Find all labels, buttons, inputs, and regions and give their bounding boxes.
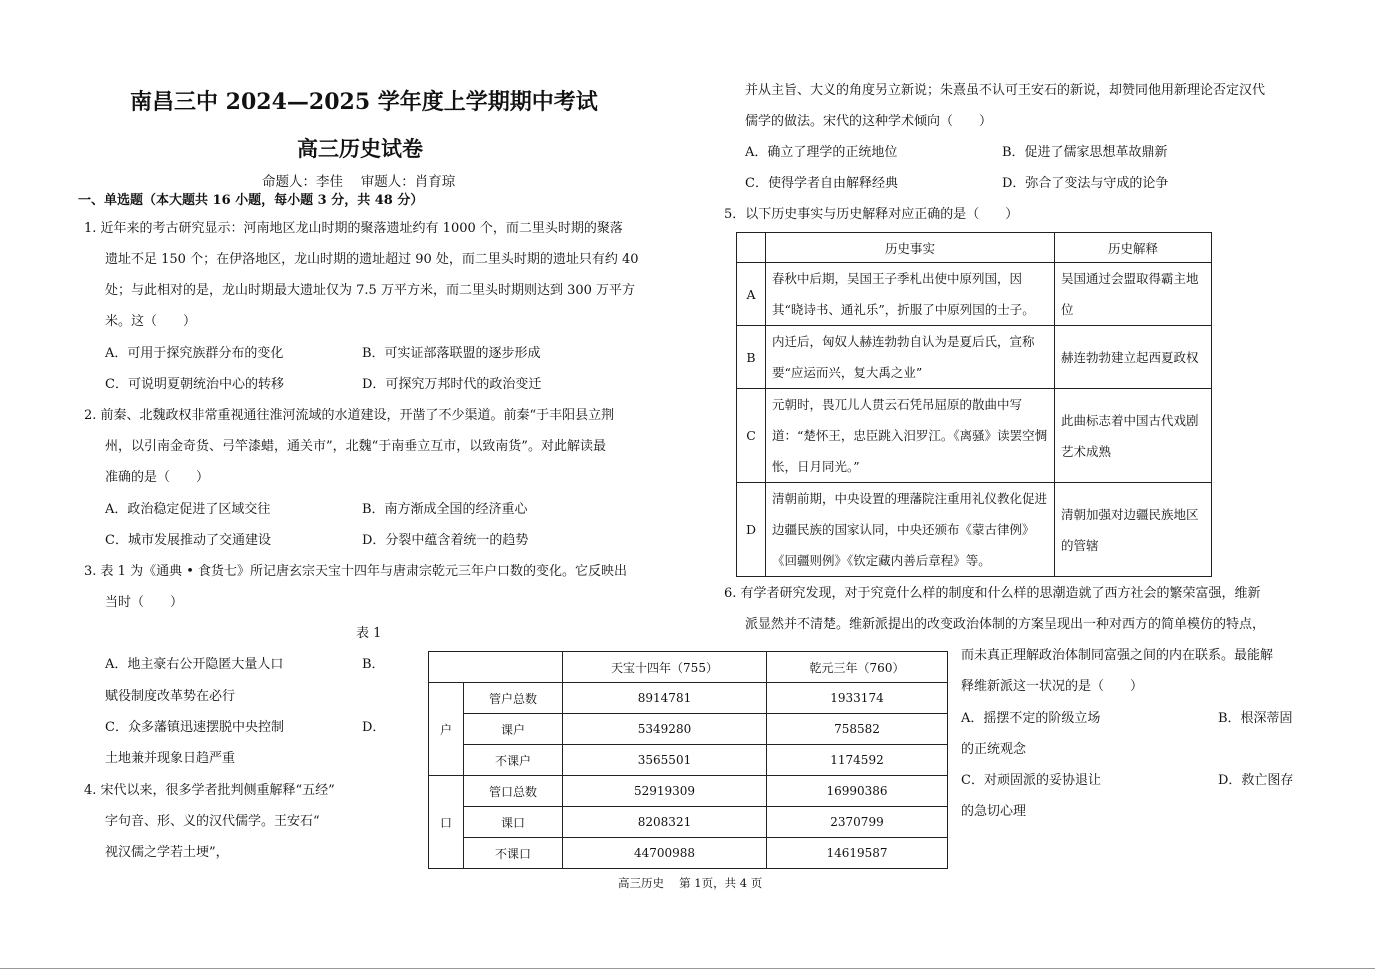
row-label: B bbox=[737, 326, 766, 389]
option-c[interactable]: C．使得学者自由解释经典 bbox=[745, 176, 898, 191]
table-corner bbox=[429, 652, 563, 683]
question-line: 4. 宋代以来，很多学者批判侧重解释“五经” bbox=[84, 783, 335, 798]
table-cell: 3565501 bbox=[563, 745, 767, 776]
question-line: 遗址不足 150 个；在伊洛地区，龙山时期的遗址超过 90 处，而二里头时期的遗址只有约 40 bbox=[105, 252, 639, 267]
option-d-text: 的急切心理 bbox=[961, 804, 1027, 819]
option-a[interactable]: A．确立了理学的正统地位 bbox=[745, 145, 898, 160]
option-b[interactable]: B．南方渐成全国的经济重心 bbox=[362, 502, 528, 517]
table-header: 历史解释 bbox=[1055, 233, 1212, 263]
question-line: 1. 近年来的考古研究显示：河南地区龙山时期的聚落遗址约有 1000 个，而二里头时期的聚落 bbox=[84, 221, 623, 236]
question-line: 释维新派这一状况的是（ ） bbox=[961, 679, 1144, 694]
question-line: 字句音、形、义的汉代儒学。王安石“ bbox=[105, 814, 320, 829]
explanation-cell: 清朝加强对边疆民族地区的管辖 bbox=[1061, 506, 1199, 553]
page-bottom-divider bbox=[0, 968, 1375, 969]
table-header: 乾元三年（760） bbox=[767, 652, 948, 683]
option-c[interactable]: C．可说明夏朝统治中心的转移 bbox=[105, 377, 284, 392]
option-b[interactable]: B．根深蒂固 bbox=[1218, 711, 1293, 726]
question-line: 3. 表 1 为《通典 • 食货七》所记唐玄宗天宝十四年与唐肃宗乾元三年户口数的变化。它反映出 bbox=[84, 564, 628, 579]
fact-cell: 春秋中后期，吴国王子季札出使中原列国，因其“晓诗书、通礼乐”，折服了中原列国的士子。 bbox=[772, 271, 1035, 317]
option-d[interactable]: D． bbox=[362, 720, 386, 735]
section-heading: 一、单选题（本大题共 16 小题，每小题 3 分，共 48 分） bbox=[78, 193, 424, 208]
table-cell: 8914781 bbox=[563, 683, 767, 714]
option-b-text: 赋役制度改革势在必行 bbox=[105, 689, 236, 704]
question-line: 6. 有学者研究发现，对于究竟什么样的制度和什么样的思潮造就了西方社会的繁荣富强，维新 bbox=[724, 586, 1261, 601]
option-b[interactable]: B．可实证部落联盟的逐步形成 bbox=[362, 346, 541, 361]
table-cell: 16990386 bbox=[767, 776, 948, 807]
option-c[interactable]: C．对顽固派的妥协退让 bbox=[961, 773, 1101, 788]
option-d-text: 土地兼并现象日趋严重 bbox=[105, 751, 236, 766]
option-d[interactable]: D．弥合了变法与守成的论争 bbox=[1002, 176, 1169, 191]
question-line: 儒学的做法。宋代的这种学术倾向（ ） bbox=[745, 114, 993, 129]
option-a[interactable]: A．摇摆不定的阶级立场 bbox=[961, 711, 1101, 726]
question-line: 派显然并不清楚。维新派提出的改变政治体制的方案呈现出一种对西方的简单模仿的特点， bbox=[745, 617, 1266, 632]
question-line: 当时（ ） bbox=[105, 595, 184, 610]
table-cell: 8208321 bbox=[563, 807, 767, 838]
option-c[interactable]: C．城市发展推动了交通建设 bbox=[105, 533, 271, 548]
option-b-text: 的正统观念 bbox=[961, 742, 1027, 757]
question-line: 米。这（ ） bbox=[105, 314, 197, 329]
explanation-cell: 此曲标志着中国古代戏剧艺术成熟 bbox=[1061, 412, 1199, 459]
table-caption: 表 1 bbox=[356, 626, 382, 641]
row-label: C bbox=[737, 389, 766, 483]
option-d[interactable]: D．分裂中蕴含着统一的趋势 bbox=[362, 533, 529, 548]
table-cell: 14619587 bbox=[767, 838, 948, 869]
table-1 bbox=[428, 651, 948, 869]
question-line: 2. 前秦、北魏政权非常重视通往淮河流域的水道建设，开凿了不少渠道。前秦“于丰阳县立荆 bbox=[84, 408, 615, 423]
question-line: 而未真正理解政治体制同富强之间的内在联系。最能解 bbox=[961, 648, 1274, 663]
table-corner bbox=[737, 233, 766, 263]
page-footer: 高三历史 第 1页，共 4 页 bbox=[618, 876, 763, 890]
option-d[interactable]: D．可探究万邦时代的政治变迁 bbox=[362, 377, 542, 392]
row-label: D bbox=[737, 483, 766, 577]
question-line: 州，以引南金奇货、弓竿漆蜡，通关市”，北魏“于南垂立互市，以致南货”。对此解读最 bbox=[105, 439, 606, 454]
question-line: 准确的是（ ） bbox=[105, 470, 210, 485]
table-cell: 5349280 bbox=[563, 714, 767, 745]
table-group: 户 bbox=[429, 683, 464, 776]
table-row-label: 管口总数 bbox=[464, 776, 563, 807]
row-label: A bbox=[737, 263, 766, 326]
table-row-label: 课口 bbox=[464, 807, 563, 838]
question-5-stem: 5．以下历史事实与历史解释对应正确的是（ ） bbox=[724, 207, 1019, 222]
question-line: 处；与此相对的是，龙山时期最大遗址仅为 7.5 万平方米，而二里头时期则达到 300 万平方 bbox=[105, 283, 636, 298]
explanation-cell: 赫连勃勃建立起西夏政权 bbox=[1061, 349, 1199, 365]
question-line: 视汉儒之学若土埂”， bbox=[105, 845, 229, 860]
option-c[interactable]: C．众多藩镇迅速摆脱中央控制 bbox=[105, 720, 284, 735]
option-b[interactable]: B．促进了儒家思想革故鼎新 bbox=[1002, 145, 1168, 160]
option-a[interactable]: A．政治稳定促进了区域交往 bbox=[105, 502, 271, 517]
table-q5 bbox=[736, 232, 1212, 577]
question-line: 并从主旨、大义的角度另立新说；朱熹虽不认可王安石的新说，却赞同他用新理论否定汉代 bbox=[745, 83, 1266, 98]
fact-cell: 清朝前期，中央设置的理藩院注重用礼仪教化促进边疆民族的国家认同，中央还颁布《蒙古律例》《回疆则例》《钦定藏内善后章程》等。 bbox=[772, 491, 1048, 568]
table-cell: 758582 bbox=[767, 714, 948, 745]
table-row-label: 不课户 bbox=[464, 745, 563, 776]
explanation-cell: 吴国通过会盟取得霸主地位 bbox=[1061, 271, 1199, 317]
option-d[interactable]: D．救亡图存 bbox=[1218, 773, 1294, 788]
fact-cell: 元朝时，畏兀儿人贯云石凭吊屈原的散曲中写道：“楚怀王，忠臣跳入汨罗江。《离骚》读罢空惆怅，日月同光。” bbox=[772, 397, 1048, 474]
table-cell: 52919309 bbox=[563, 776, 767, 807]
exam-authors: 命题人：李佳 审题人：肖育琼 bbox=[262, 174, 456, 190]
table-header: 历史事实 bbox=[766, 233, 1055, 263]
table-cell: 44700988 bbox=[563, 838, 767, 869]
table-cell: 2370799 bbox=[767, 807, 948, 838]
table-row-label: 课户 bbox=[464, 714, 563, 745]
table-header: 天宝十四年（755） bbox=[563, 652, 767, 683]
table-cell: 1933174 bbox=[767, 683, 948, 714]
table-row-label: 不课口 bbox=[464, 838, 563, 869]
table-group: 口 bbox=[429, 776, 464, 869]
table-row-label: 管户总数 bbox=[464, 683, 563, 714]
option-b[interactable]: B． bbox=[362, 657, 385, 672]
fact-cell: 内迁后，匈奴人赫连勃勃自认为是夏后氏，宣称要“应运而兴，复大禹之业” bbox=[772, 334, 1035, 380]
option-a[interactable]: A．可用于探究族群分布的变化 bbox=[105, 346, 284, 361]
exam-subtitle: 高三历史试卷 bbox=[297, 136, 423, 161]
table-cell: 1174592 bbox=[767, 745, 948, 776]
option-a[interactable]: A．地主豪右公开隐匿大量人口 bbox=[105, 657, 284, 672]
exam-title: 南昌三中 2024—2025 学年度上学期期中考试 bbox=[130, 89, 598, 115]
